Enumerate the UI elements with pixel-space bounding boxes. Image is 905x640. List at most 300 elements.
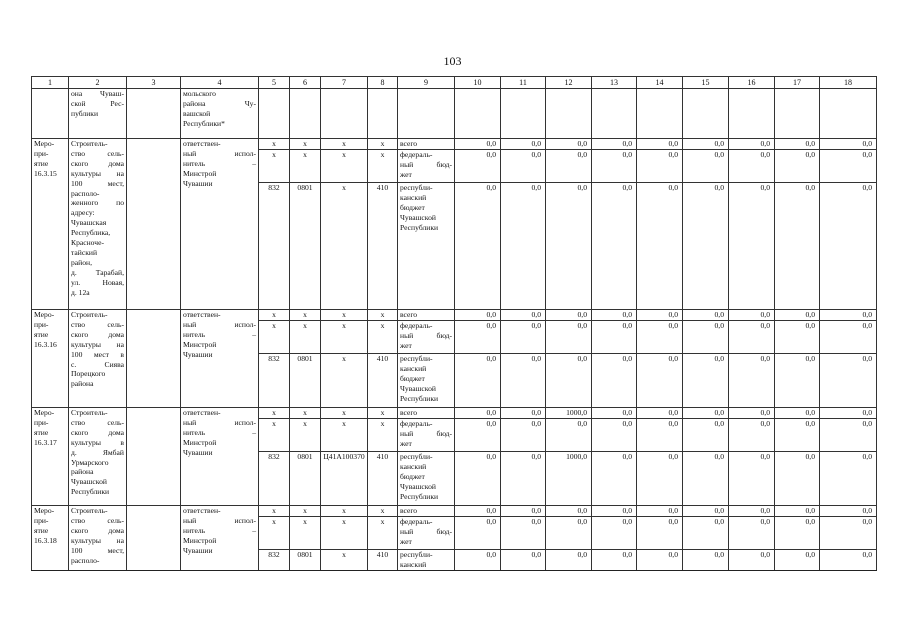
- value-cell: 0,0: [501, 150, 546, 183]
- text-line: канский: [400, 363, 427, 373]
- cont-col7: [321, 89, 368, 139]
- code-cell: x: [321, 150, 368, 183]
- value-cell: 0,0: [592, 419, 637, 452]
- text-line: всего: [400, 408, 418, 417]
- value-cell: 0,0: [637, 550, 683, 571]
- text-line: нитель –: [183, 329, 256, 339]
- value-cell: 0,0: [455, 452, 501, 506]
- text-line: Чувашская: [71, 218, 107, 228]
- header-cell-15: 15: [683, 77, 729, 89]
- value-cell: 0,0: [683, 150, 729, 183]
- code-cell: x: [321, 550, 368, 571]
- code-cell: x: [368, 150, 398, 183]
- text-line: ный бюд-: [400, 526, 452, 536]
- header-cell-4: 4: [181, 77, 259, 89]
- text-line: д. Тарабай,: [71, 267, 124, 277]
- text-line: жет: [400, 340, 412, 350]
- text-line: республи-: [400, 452, 433, 461]
- cont-col5: [259, 89, 290, 139]
- value-cell: 0,0: [546, 139, 592, 150]
- code-cell: x: [259, 506, 290, 517]
- text-line: при-: [34, 148, 49, 158]
- value-cell: 0,0: [775, 354, 820, 408]
- header-cell-5: 5: [259, 77, 290, 89]
- header-cell-3: 3: [127, 77, 181, 89]
- event-cell: [32, 408, 69, 506]
- value-cell: 0,0: [637, 408, 683, 419]
- value-cell: 0,0: [592, 408, 637, 419]
- text-line: Чувашской: [400, 383, 436, 393]
- text-line: нитель –: [183, 158, 256, 168]
- value-cell: 0,0: [775, 150, 820, 183]
- text-line: бюджет: [400, 202, 425, 212]
- cont-col8: [368, 89, 398, 139]
- text-line: ство сель-: [71, 148, 124, 158]
- value-cell: 0,0: [637, 506, 683, 517]
- code-cell: 0801: [290, 183, 321, 310]
- text-line: ный испол-: [183, 148, 256, 158]
- text-line: располо-: [71, 555, 100, 565]
- value-cell: 0,0: [637, 139, 683, 150]
- text-line: ского дома: [71, 525, 124, 535]
- text-line: Чувашии: [183, 349, 213, 359]
- value-cell: 0,0: [455, 310, 501, 321]
- text-line: с. Сиява: [71, 359, 124, 369]
- value-cell: 0,0: [729, 452, 775, 506]
- text-line: 100 мест в: [71, 349, 124, 359]
- value-cell: 0,0: [820, 321, 877, 354]
- text-line: ул. Новая,: [71, 277, 124, 287]
- value-cell: 0,0: [455, 419, 501, 452]
- description-cell: [69, 506, 127, 571]
- value-cell: 0,0: [592, 354, 637, 408]
- value-cell: 0,0: [729, 354, 775, 408]
- text-line: ство сель-: [71, 417, 124, 427]
- text-line: Республика,: [71, 228, 111, 238]
- value-cell: 0,0: [501, 550, 546, 571]
- text-line: вашской: [183, 108, 211, 118]
- text-line: культуры на: [71, 168, 124, 178]
- text-line: ный бюд-: [400, 428, 452, 438]
- header-cell-8: 8: [368, 77, 398, 89]
- table-row: [32, 408, 877, 419]
- text-line: 100 мест,: [71, 178, 124, 188]
- text-line: Меро-: [34, 310, 55, 319]
- funding-source-cell: [398, 419, 455, 452]
- text-line: Чувашии: [183, 178, 213, 188]
- cont-col16: [729, 89, 775, 139]
- text-line: республи-: [400, 354, 433, 363]
- code-cell: 410: [368, 550, 398, 571]
- text-line: ный испол-: [183, 319, 256, 329]
- text-line: Минстрой: [183, 437, 217, 447]
- text-line: Чувашской: [71, 477, 107, 487]
- text-line: 16.3.15: [34, 168, 57, 178]
- code-cell: x: [290, 321, 321, 354]
- value-cell: 0,0: [820, 550, 877, 571]
- value-cell: 0,0: [592, 183, 637, 310]
- code-cell: 410: [368, 354, 398, 408]
- header-cell-6: 6: [290, 77, 321, 89]
- text-line: бюджет: [400, 471, 425, 481]
- text-line: район,: [71, 257, 92, 267]
- value-cell: 0,0: [775, 321, 820, 354]
- text-line: ответствен-: [183, 310, 221, 319]
- value-cell: 0,0: [683, 550, 729, 571]
- header-cell-17: 17: [775, 77, 820, 89]
- code-cell: x: [321, 310, 368, 321]
- text-line: ского дома: [71, 427, 124, 437]
- code-cell: x: [321, 183, 368, 310]
- text-line: жет: [400, 536, 412, 546]
- value-cell: 0,0: [546, 150, 592, 183]
- cont-col1: [32, 89, 69, 139]
- value-cell: 0,0: [637, 321, 683, 354]
- text-line: всего: [400, 310, 418, 319]
- code-cell: x: [290, 517, 321, 550]
- value-cell: 0,0: [592, 321, 637, 354]
- code-cell: 832: [259, 452, 290, 506]
- value-cell: 0,0: [455, 506, 501, 517]
- text-line: канский: [400, 461, 427, 471]
- text-line: публики: [71, 108, 99, 118]
- table-header: [32, 77, 877, 89]
- description-cell: [69, 139, 127, 310]
- text-line: Строитель-: [71, 506, 108, 515]
- value-cell: 0,0: [455, 354, 501, 408]
- funding-source-cell: [398, 408, 455, 419]
- value-cell: 0,0: [637, 150, 683, 183]
- code-cell: x: [321, 139, 368, 150]
- text-line: при-: [34, 417, 49, 427]
- value-cell: 0,0: [637, 517, 683, 550]
- funding-source-cell: [398, 150, 455, 183]
- code-cell: x: [290, 408, 321, 419]
- value-cell: 0,0: [775, 550, 820, 571]
- value-cell: 0,0: [637, 310, 683, 321]
- text-line: ответствен-: [183, 139, 221, 148]
- col3-cell: [127, 310, 181, 408]
- text-line: всего: [400, 506, 418, 515]
- text-line: республи-: [400, 183, 433, 192]
- responsible-cell: [181, 139, 259, 310]
- value-cell: 0,0: [592, 310, 637, 321]
- value-cell: 0,0: [775, 452, 820, 506]
- header-cell-13: 13: [592, 77, 637, 89]
- event-cell: [32, 139, 69, 310]
- text-line: Чувашской: [400, 212, 436, 222]
- description-cell: [69, 310, 127, 408]
- code-cell: x: [290, 150, 321, 183]
- col3-cell: [127, 506, 181, 571]
- text-line: ского дома: [71, 158, 124, 168]
- header-cell-2: 2: [69, 77, 127, 89]
- code-cell: 0801: [290, 452, 321, 506]
- text-line: культуры на: [71, 339, 124, 349]
- text-line: адресу:: [71, 208, 95, 218]
- text-line: Строитель-: [71, 139, 108, 148]
- text-line: Чувашии: [183, 545, 213, 555]
- text-line: ответствен-: [183, 506, 221, 515]
- text-line: Республики: [71, 487, 110, 497]
- text-line: Республики: [400, 222, 439, 232]
- value-cell: 0,0: [683, 517, 729, 550]
- code-cell: 0801: [290, 550, 321, 571]
- text-line: бюджет: [400, 373, 425, 383]
- header-row: [32, 77, 877, 89]
- text-line: при-: [34, 319, 49, 329]
- header-cell-18: 18: [820, 77, 877, 89]
- code-cell: x: [259, 150, 290, 183]
- cont-col14: [637, 89, 683, 139]
- code-cell: x: [368, 139, 398, 150]
- text-line: ятие: [34, 427, 49, 437]
- cont-col18: [820, 89, 877, 139]
- value-cell: 0,0: [455, 150, 501, 183]
- value-cell: 0,0: [455, 321, 501, 354]
- code-cell: x: [259, 321, 290, 354]
- header-cell-9: 9: [398, 77, 455, 89]
- value-cell: 0,0: [775, 517, 820, 550]
- text-line: ятие: [34, 525, 49, 535]
- code-cell: 832: [259, 550, 290, 571]
- value-cell: 0,0: [546, 183, 592, 310]
- value-cell: 0,0: [592, 550, 637, 571]
- funding-source-cell: [398, 183, 455, 310]
- funding-source-cell: [398, 310, 455, 321]
- code-cell: x: [259, 419, 290, 452]
- value-cell: 1000,0: [546, 452, 592, 506]
- value-cell: 0,0: [592, 139, 637, 150]
- text-line: ятие: [34, 329, 49, 339]
- table-row: [32, 310, 877, 321]
- value-cell: 0,0: [637, 354, 683, 408]
- value-cell: 0,0: [729, 321, 775, 354]
- code-cell: x: [259, 408, 290, 419]
- code-cell: x: [259, 139, 290, 150]
- page-number: 103: [443, 54, 462, 68]
- budget-table: [31, 76, 877, 571]
- cont-col6: [290, 89, 321, 139]
- value-cell: 0,0: [775, 183, 820, 310]
- value-cell: 0,0: [683, 183, 729, 310]
- value-cell: 0,0: [546, 419, 592, 452]
- text-line: ный бюд-: [400, 330, 452, 340]
- code-cell: 410: [368, 452, 398, 506]
- value-cell: 0,0: [729, 517, 775, 550]
- text-line: Чувашской: [400, 481, 436, 491]
- text-line: ный бюд-: [400, 159, 452, 169]
- value-cell: 0,0: [729, 150, 775, 183]
- value-cell: 0,0: [820, 506, 877, 517]
- funding-source-cell: [398, 506, 455, 517]
- cont-col12: [546, 89, 592, 139]
- header-cell-7: 7: [321, 77, 368, 89]
- funding-source-cell: [398, 550, 455, 571]
- value-cell: 0,0: [820, 139, 877, 150]
- text-line: 100 мест,: [71, 545, 124, 555]
- value-cell: 0,0: [729, 183, 775, 310]
- text-line: Минстрой: [183, 339, 217, 349]
- value-cell: 0,0: [592, 506, 637, 517]
- code-cell: x: [321, 517, 368, 550]
- table-body: [32, 89, 877, 571]
- code-cell: x: [259, 310, 290, 321]
- value-cell: 0,0: [546, 550, 592, 571]
- value-cell: 0,0: [820, 517, 877, 550]
- text-line: она Чуваш-: [71, 89, 124, 98]
- value-cell: 0,0: [501, 517, 546, 550]
- value-cell: 0,0: [729, 310, 775, 321]
- text-line: ответствен-: [183, 408, 221, 417]
- text-line: ской Рес-: [71, 98, 124, 108]
- cont-col3: [127, 89, 181, 139]
- text-line: женного по: [71, 198, 124, 208]
- value-cell: 0,0: [637, 419, 683, 452]
- value-cell: 0,0: [501, 183, 546, 310]
- value-cell: 0,0: [775, 419, 820, 452]
- text-line: Минстрой: [183, 535, 217, 545]
- text-line: Урмарского: [71, 457, 109, 467]
- text-line: всего: [400, 139, 418, 148]
- text-line: Республики: [400, 393, 439, 403]
- value-cell: 0,0: [455, 550, 501, 571]
- text-line: д. Ямбай: [71, 447, 124, 457]
- text-line: Республики: [400, 491, 439, 501]
- text-line: республи-: [400, 550, 433, 559]
- value-cell: 0,0: [820, 452, 877, 506]
- value-cell: 0,0: [546, 310, 592, 321]
- cont-col17: [775, 89, 820, 139]
- responsible-cell: [181, 310, 259, 408]
- text-line: культуры на: [71, 535, 124, 545]
- cont-description: [69, 89, 127, 139]
- value-cell: 0,0: [546, 517, 592, 550]
- value-cell: 0,0: [455, 183, 501, 310]
- text-line: Минстрой: [183, 168, 217, 178]
- value-cell: 0,0: [775, 506, 820, 517]
- text-line: Республики*: [183, 118, 225, 128]
- value-cell: 0,0: [820, 150, 877, 183]
- value-cell: 0,0: [501, 506, 546, 517]
- text-line: Меро-: [34, 408, 55, 417]
- text-line: нитель –: [183, 525, 256, 535]
- value-cell: 0,0: [592, 150, 637, 183]
- code-cell: x: [259, 517, 290, 550]
- value-cell: 0,0: [455, 408, 501, 419]
- code-cell: Ц41А100370: [321, 452, 368, 506]
- value-cell: 0,0: [501, 139, 546, 150]
- code-cell: 832: [259, 183, 290, 310]
- code-cell: x: [290, 139, 321, 150]
- text-line: культуры в: [71, 437, 124, 447]
- value-cell: 0,0: [501, 452, 546, 506]
- funding-source-cell: [398, 517, 455, 550]
- table-row: [32, 506, 877, 517]
- text-line: 16.3.16: [34, 339, 57, 349]
- value-cell: 0,0: [775, 408, 820, 419]
- value-cell: 1000,0: [546, 408, 592, 419]
- value-cell: 0,0: [729, 419, 775, 452]
- text-line: Меро-: [34, 506, 55, 515]
- code-cell: x: [368, 310, 398, 321]
- text-line: 16.3.17: [34, 437, 57, 447]
- text-line: канский: [400, 192, 427, 202]
- value-cell: 0,0: [501, 408, 546, 419]
- cont-col13: [592, 89, 637, 139]
- value-cell: 0,0: [683, 506, 729, 517]
- text-line: нитель –: [183, 427, 256, 437]
- value-cell: 0,0: [729, 550, 775, 571]
- text-line: федераль-: [400, 517, 433, 526]
- text-line: д. 12а: [71, 287, 90, 297]
- code-cell: x: [368, 408, 398, 419]
- event-cell: [32, 506, 69, 571]
- value-cell: 0,0: [501, 321, 546, 354]
- value-cell: 0,0: [683, 139, 729, 150]
- text-line: района Чу-: [183, 98, 256, 108]
- value-cell: 0,0: [683, 321, 729, 354]
- code-cell: 0801: [290, 354, 321, 408]
- value-cell: 0,0: [501, 310, 546, 321]
- description-cell: [69, 408, 127, 506]
- cont-col15: [683, 89, 729, 139]
- value-cell: 0,0: [637, 452, 683, 506]
- text-line: федераль-: [400, 321, 433, 330]
- code-cell: x: [321, 419, 368, 452]
- event-cell: [32, 310, 69, 408]
- value-cell: 0,0: [729, 506, 775, 517]
- code-cell: x: [321, 354, 368, 408]
- header-cell-10: 10: [455, 77, 501, 89]
- cont-col9: [398, 89, 455, 139]
- text-line: федераль-: [400, 419, 433, 428]
- value-cell: 0,0: [592, 517, 637, 550]
- value-cell: 0,0: [683, 310, 729, 321]
- code-cell: x: [321, 506, 368, 517]
- text-line: жет: [400, 169, 412, 179]
- value-cell: 0,0: [455, 139, 501, 150]
- value-cell: 0,0: [820, 310, 877, 321]
- value-cell: 0,0: [820, 408, 877, 419]
- text-line: ство сель-: [71, 319, 124, 329]
- cont-responsible: [181, 89, 259, 139]
- code-cell: x: [290, 506, 321, 517]
- code-cell: x: [321, 321, 368, 354]
- value-cell: 0,0: [501, 354, 546, 408]
- text-line: при-: [34, 515, 49, 525]
- funding-source-cell: [398, 321, 455, 354]
- value-cell: 0,0: [683, 452, 729, 506]
- code-cell: x: [368, 419, 398, 452]
- text-line: Строитель-: [71, 408, 108, 417]
- value-cell: 0,0: [592, 452, 637, 506]
- text-line: ный испол-: [183, 515, 256, 525]
- text-line: федераль-: [400, 150, 433, 159]
- header-cell-14: 14: [637, 77, 683, 89]
- value-cell: 0,0: [729, 139, 775, 150]
- cont-col11: [501, 89, 546, 139]
- text-line: ство сель-: [71, 515, 124, 525]
- code-cell: x: [290, 419, 321, 452]
- text-line: ятие: [34, 158, 49, 168]
- code-cell: 832: [259, 354, 290, 408]
- text-line: располо-: [71, 188, 100, 198]
- col3-cell: [127, 139, 181, 310]
- text-line: мольского: [183, 89, 216, 98]
- code-cell: x: [368, 506, 398, 517]
- value-cell: 0,0: [683, 419, 729, 452]
